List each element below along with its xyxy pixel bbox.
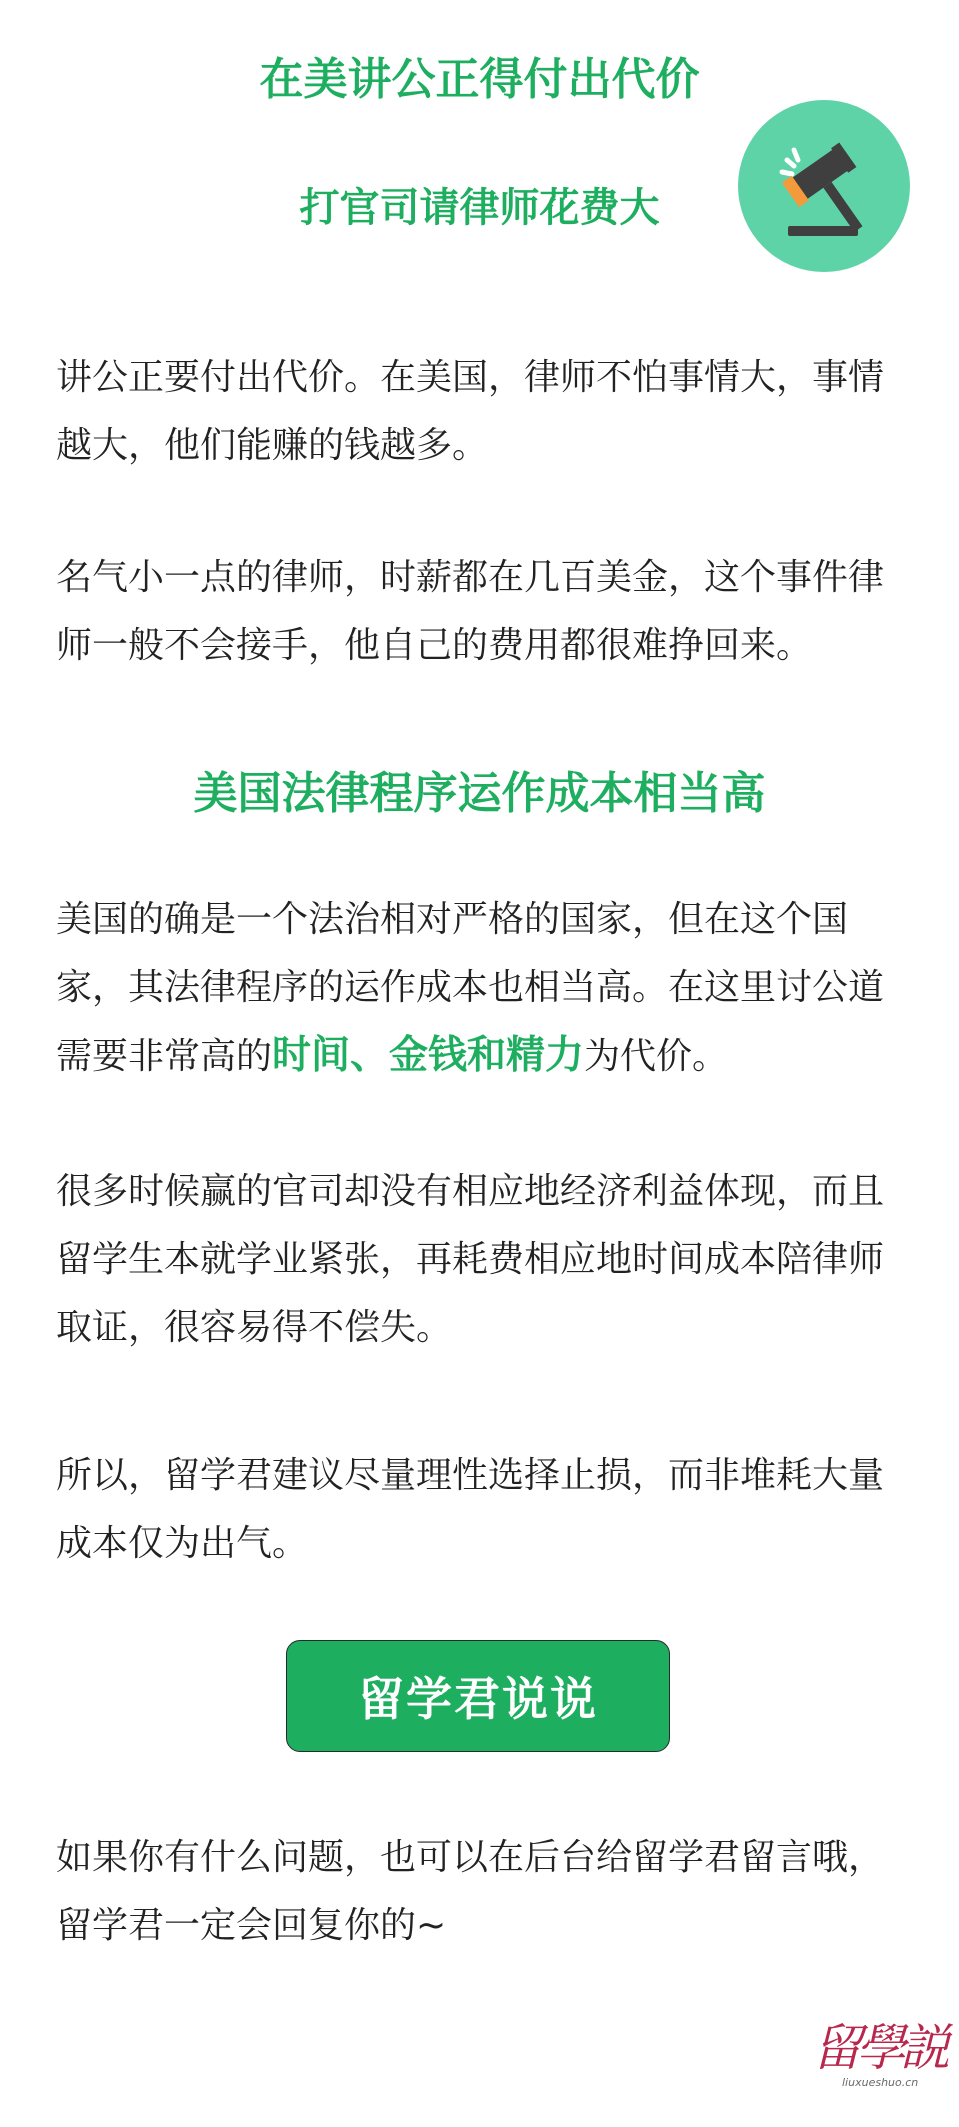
section-title-legal-cost: 美国法律程序运作成本相当高 <box>193 768 766 819</box>
highlight-time-money-energy: 时间、金钱和精力 <box>272 1033 585 1078</box>
section-subtitle-lawyer-fees: 打官司请律师花费大 <box>299 185 660 231</box>
paragraph-cost-of-justice: 讲公正要付出代价。在美国，律师不怕事情大，事情越大，他们能赚的钱越多。 <box>56 357 885 466</box>
gavel-icon <box>738 100 910 272</box>
section-title-cost-of-justice: 在美讲公正得付出代价 <box>259 54 700 105</box>
liuxueshuo-logo <box>812 2018 942 2108</box>
paragraph-legal-process-cost <box>56 886 916 1091</box>
paragraph-lawyer-hourly-rate: 名气小一点的律师，时薪都在几百美金，这个事件律师一般不会接手，他自己的费用都很难挣回来。 <box>56 557 885 666</box>
logo-url: liuxueshuo.cn <box>842 2076 919 2089</box>
liuxuejun-says-button[interactable]: 留学君说说 <box>286 1640 670 1752</box>
paragraph-advice-cut-losses: 所以，留学君建议尽量理性选择止损，而非堆耗大量成本仅为出气。 <box>56 1455 885 1564</box>
paragraph-legal-process-cost-end: 为代价。 <box>584 1036 729 1077</box>
paragraph-legal-process-cost-text: 美国的确是一个法治相对严格的国家，但在这个国家，其法律程序的运作成本也相当高。在这里讨公道需要非常高的 <box>56 899 885 1077</box>
paragraph-lawsuit-not-worth: 很多时候赢的官司却没有相应地经济利益体现，而且留学生本就学业紧张，再耗费相应地时间成本陪律师取证，很容易得不偿失。 <box>56 1171 885 1348</box>
paragraph-leave-message: 如果你有什么问题，也可以在后台给留学君留言哦，留学君一定会回复你的~ <box>56 1837 885 1946</box>
logo-wordmark: 留學説 <box>812 2019 944 2077</box>
gavel-badge <box>738 100 910 272</box>
